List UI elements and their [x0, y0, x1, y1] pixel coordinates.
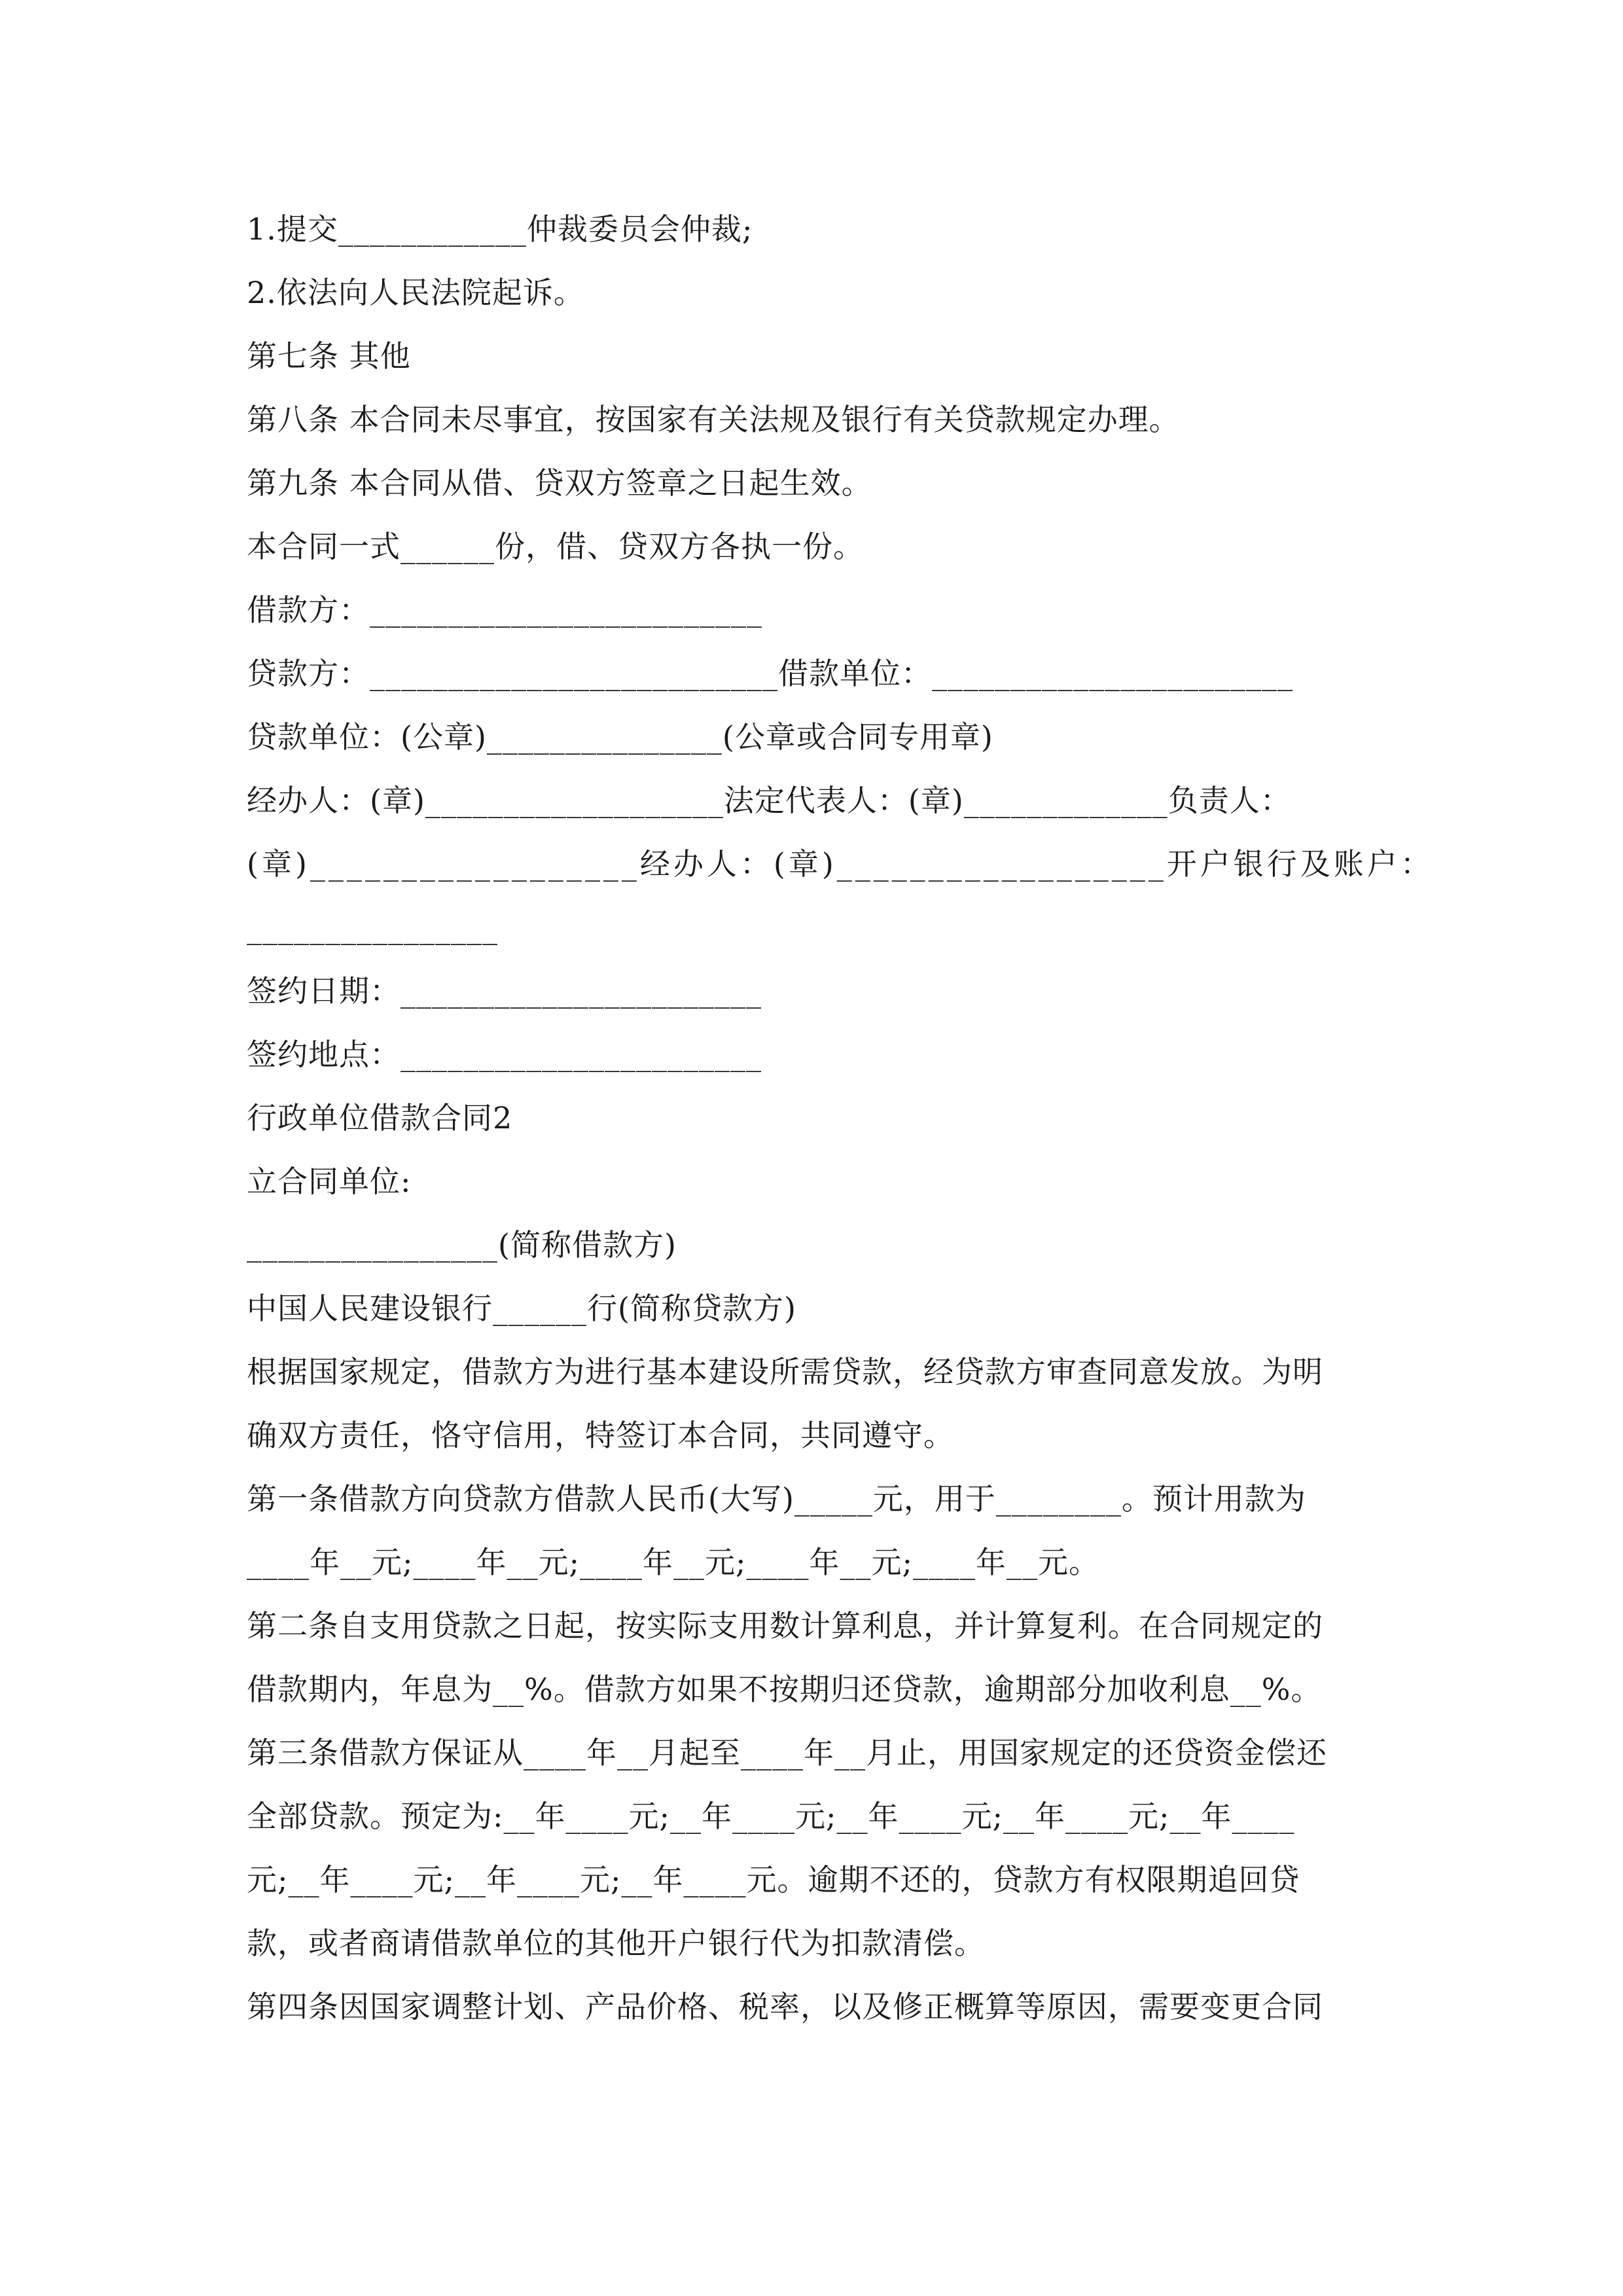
text-line: 签约地点：_______________________ [247, 1037, 762, 1072]
text-line: 本合同一式______份，借、贷双方各执一份。 [247, 529, 864, 564]
text-line: 第二条自支用贷款之日起，按实际支用数计算利息，并计算复利。在合同规定的 [247, 1608, 1323, 1643]
text-line: 2.依法向人民法院起诉。 [247, 275, 584, 310]
text-line: 贷款方：__________________________借款单位：_______________________ [247, 656, 1293, 691]
text-line: 签约日期：_______________________ [247, 973, 762, 1009]
text-line: 第九条 本合同从借、贷双方签章之日起生效。 [247, 465, 872, 501]
text-line: 第一条借款方向贷款方借款人民币(大写)_____元，用于________。预计用款为 [247, 1481, 1306, 1516]
text-line: 立合同单位: [247, 1164, 412, 1199]
text-line: ____年__元;____年__元;____年__元;____年__元;____年__元。 [247, 1545, 1099, 1580]
text-line: 第四条因国家调整计划、产品价格、税率，以及修正概算等原因，需要变更合同 [247, 1989, 1323, 2024]
text-line: 确双方责任，恪守信用，特签订本合同，共同遵守。 [247, 1418, 954, 1453]
text-line: 行政单位借款合同2 [247, 1100, 513, 1136]
text-line: 款，或者商请借款单位的其他开户银行代为扣款清偿。 [247, 1926, 985, 1961]
text-line: 元;__年____元;__年____元;__年____元。逾期不还的，贷款方有权限期追回贷 [247, 1862, 1300, 1897]
text-line: 1.提交____________仲裁委员会仲裁; [247, 211, 753, 247]
text-line: 贷款单位：(公章)_______________(公章或合同专用章) [247, 719, 993, 755]
text-line: ________________ [247, 910, 498, 945]
text-line: 第七条 其他 [247, 338, 411, 374]
text-line: 经办人：(章)___________________法定代表人：(章)_____________负责人： [247, 783, 1291, 818]
text-line: (章)__________________经办人：(章)__________________开户银行及账户： [247, 846, 1434, 882]
text-line: 第八条 本合同未尽事宜，按国家有关法规及银行有关贷款规定办理。 [247, 402, 1180, 437]
text-line: 第三条借款方保证从____年__月起至____年__月止，用国家规定的还贷资金偿还 [247, 1735, 1327, 1770]
text-line: 借款期内，年息为__%。借款方如果不按期归还贷款，逾期部分加收利息__%。 [247, 1672, 1322, 1707]
text-line: 借款方：_________________________ [247, 592, 762, 628]
text-line: 全部贷款。预定为:__年____元;__年____元;__年____元;__年____元;__年____ [247, 1799, 1295, 1834]
text-line: ________________(简称借款方) [247, 1227, 677, 1263]
text-line: 中国人民建设银行______行(简称贷款方) [247, 1291, 796, 1326]
text-line: 根据国家规定，借款方为进行基本建设所需贷款，经贷款方审查同意发放。为明 [247, 1354, 1323, 1390]
